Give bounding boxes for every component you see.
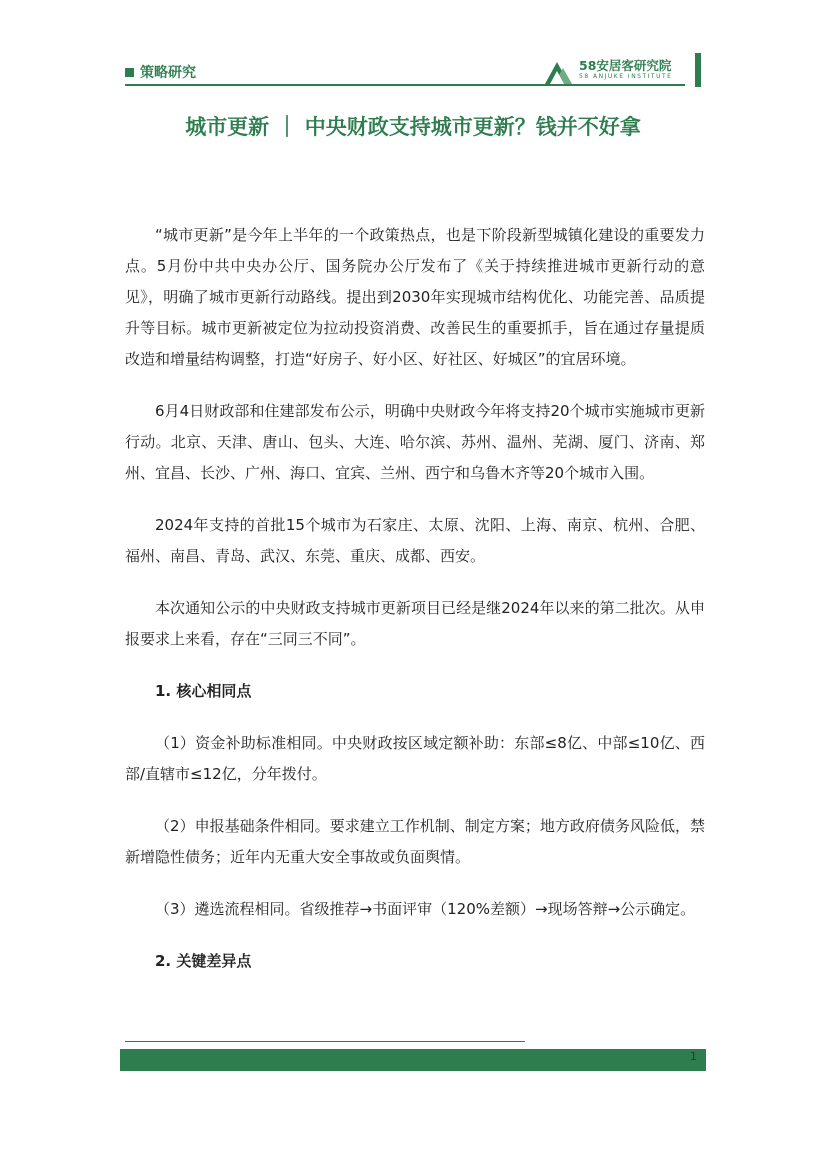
- logo-subtitle: 58 ANJUKE INSTITUTE: [579, 73, 673, 80]
- paragraph-second-batch: 本次通知公示的中央财政支持城市更新项目已经是继2024年以来的第二批次。从申报要求上来看，存在“三同三不同”。: [125, 599, 705, 648]
- section-heading-similarities: 1. 核心相同点: [155, 682, 252, 700]
- logo-name: 58安居客研究院: [579, 58, 672, 73]
- paragraph-2025-cities: 6月4日财政部和住建部发布公示，明确中央财政今年将支持20个城市实施城市更新行动。北京、天津、唐山、包头、大连、哈尔滨、苏州、温州、芜湖、厦门、济南、郑州、宜昌、长沙、广州、海口、宜宾、兰州、西宁和乌鲁木齐等20个城市入围。: [125, 402, 705, 482]
- document-title: 城市更新 ｜ 中央财政支持城市更新？钱并不好拿: [185, 115, 641, 139]
- section-heading-differences: 2. 关键差异点: [155, 952, 252, 970]
- paragraph-application-conditions: （2）申报基础条件相同。要求建立工作机制、制定方案；地方政府债务风险低，禁新增隐性债务；近年内无重大安全事故或负面舆情。: [125, 817, 705, 866]
- institute-logo: [545, 58, 690, 84]
- header-rule: [125, 84, 685, 86]
- header-side-bar: [695, 53, 701, 87]
- logo-mark-icon: [545, 58, 575, 84]
- footer-rule: [125, 1041, 525, 1042]
- paragraph-selection-process: （3）遴选流程相同。省级推荐→书面评审（120%差额）→现场答辩→公示确定。: [155, 900, 696, 918]
- header-marker: [125, 68, 134, 77]
- page-number: 1: [690, 1050, 697, 1063]
- paragraph-intro: “城市更新”是今年上半年的一个政策热点，也是下阶段新型城镇化建设的重要发力点。5月份中共中央办公厅、国务院办公厅发布了《关于持续推进城市更新行动的意见》，明确了城市更新行动路线。提出到2030年实现城市结构优化、功能完善、品质提升等目标。城市更新被定位为拉动投资消费、改善民生的重要抓手，旨在通过存量提质改造和增量结构调整，打造“好房子、好小区、好社区、好城区”的宜居环境。: [125, 226, 705, 368]
- document-body: [125, 220, 705, 998]
- footer-band: [120, 1049, 706, 1071]
- section-label: 策略研究: [140, 65, 196, 81]
- paragraph-funding-standard: （1）资金补助标准相同。中央财政按区域定额补助：东部≤8亿、中部≤10亿、西部/直辖市≤12亿，分年拨付。: [125, 734, 705, 783]
- paragraph-2024-cities: 2024年支持的首批15个城市为石家庄、太原、沈阳、上海、南京、杭州、合肥、福州、南昌、青岛、武汉、东莞、重庆、成都、西安。: [125, 516, 705, 565]
